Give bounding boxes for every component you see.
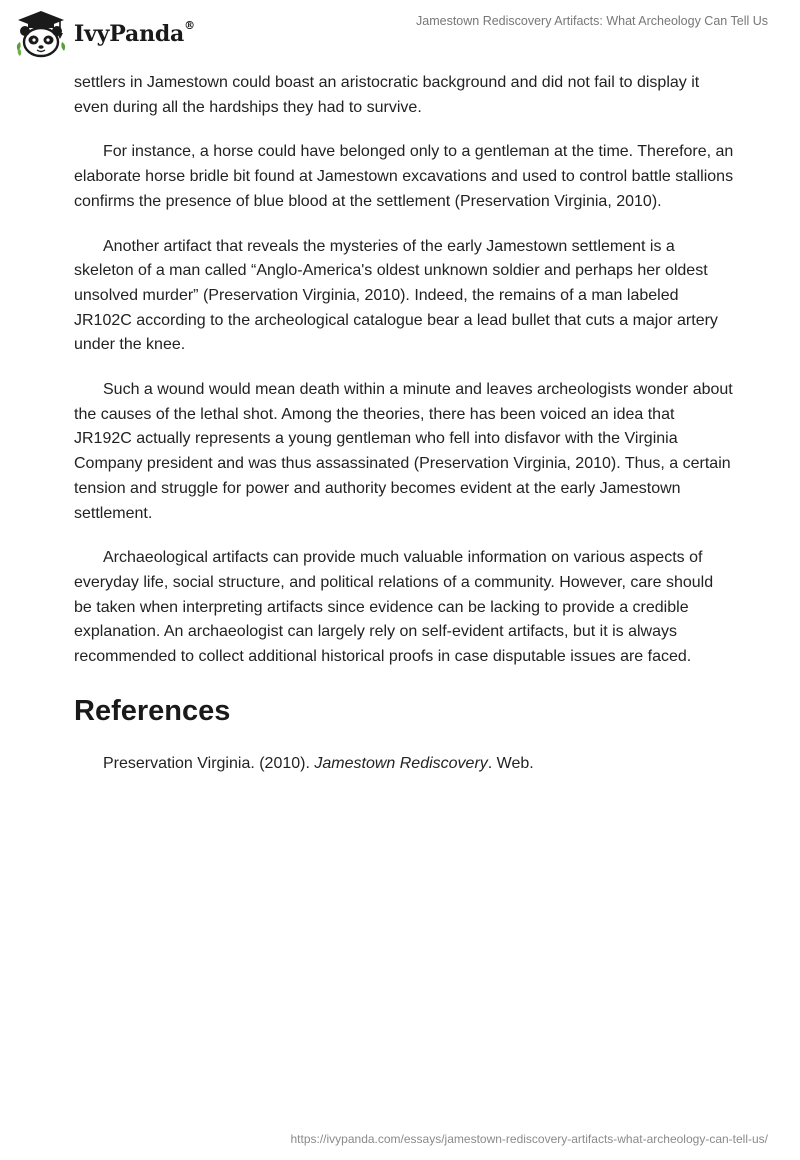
ivypanda-logo[interactable]	[14, 8, 195, 60]
essay-content	[74, 71, 734, 776]
source-url-link[interactable]: https://ivypanda.com/essays/jamestown-rediscovery-artifacts-what-archeology-can-tell-us/	[290, 1132, 768, 1146]
page-header	[0, 0, 800, 70]
body-paragraph-4: Such a wound would mean death within a minute and leaves archeologists wonder about the causes of the lethal shot. Among the theories, there has been voiced an idea that JR192C actually represents a young gentleman who fell into disfavor with the Virginia Company president and was thus assassinated (Preservation Virginia, 2010). Thus, a certain tension and struggle for power and authority becomes evident at the early Jamestown settlement.	[74, 381, 733, 522]
reference-item	[74, 752, 734, 776]
panda-logo-icon	[14, 9, 68, 59]
reference-title: Jamestown Rediscovery	[314, 754, 488, 772]
body-paragraph-2: For instance, a horse could have belonged only to a gentleman at the time. Therefore, an elaborate horse bridle bit found at Jamestown excavations and used to control battle stallions confirms the presence of blue blood at the settlement (Preservation Virginia, 2010).	[74, 143, 734, 210]
body-paragraph-3: Another artifact that reveals the mysteries of the early Jamestown settlement is a skeleton of a man called “Anglo-America's oldest unknown soldier and perhaps her oldest unsolved murder” (Preservation Virginia, 2010). Indeed, the remains of a man labeled JR102C according to the archeological catalogue bear a lead bullet that cuts a major artery under the knee.	[74, 237, 718, 354]
document-title: Jamestown Rediscovery Artifacts: What Archeology Can Tell Us	[416, 14, 768, 28]
references-heading: References	[74, 694, 231, 727]
registered-mark: ®	[184, 19, 195, 32]
body-paragraph-5: Archaeological artifacts can provide much valuable information on various aspects of everyday life, social structure, and political relations of a community. However, care should be taken when interpreting artifacts since evidence can be lacking to provide a credible explanation. An archaeologist can largely rely on self-evident artifacts, but it is always recommended to collect additional historical proofs in case disputable issues are faced.	[74, 549, 714, 666]
body-paragraph-1: settlers in Jamestown could boast an aristocratic background and did not fail to display it even during all the hardships they had to survive.	[74, 74, 700, 116]
reference-suffix: . Web.	[487, 754, 534, 772]
brand-name: IvyPanda®	[74, 19, 195, 47]
reference-author-date: Preservation Virginia. (2010).	[103, 754, 315, 772]
